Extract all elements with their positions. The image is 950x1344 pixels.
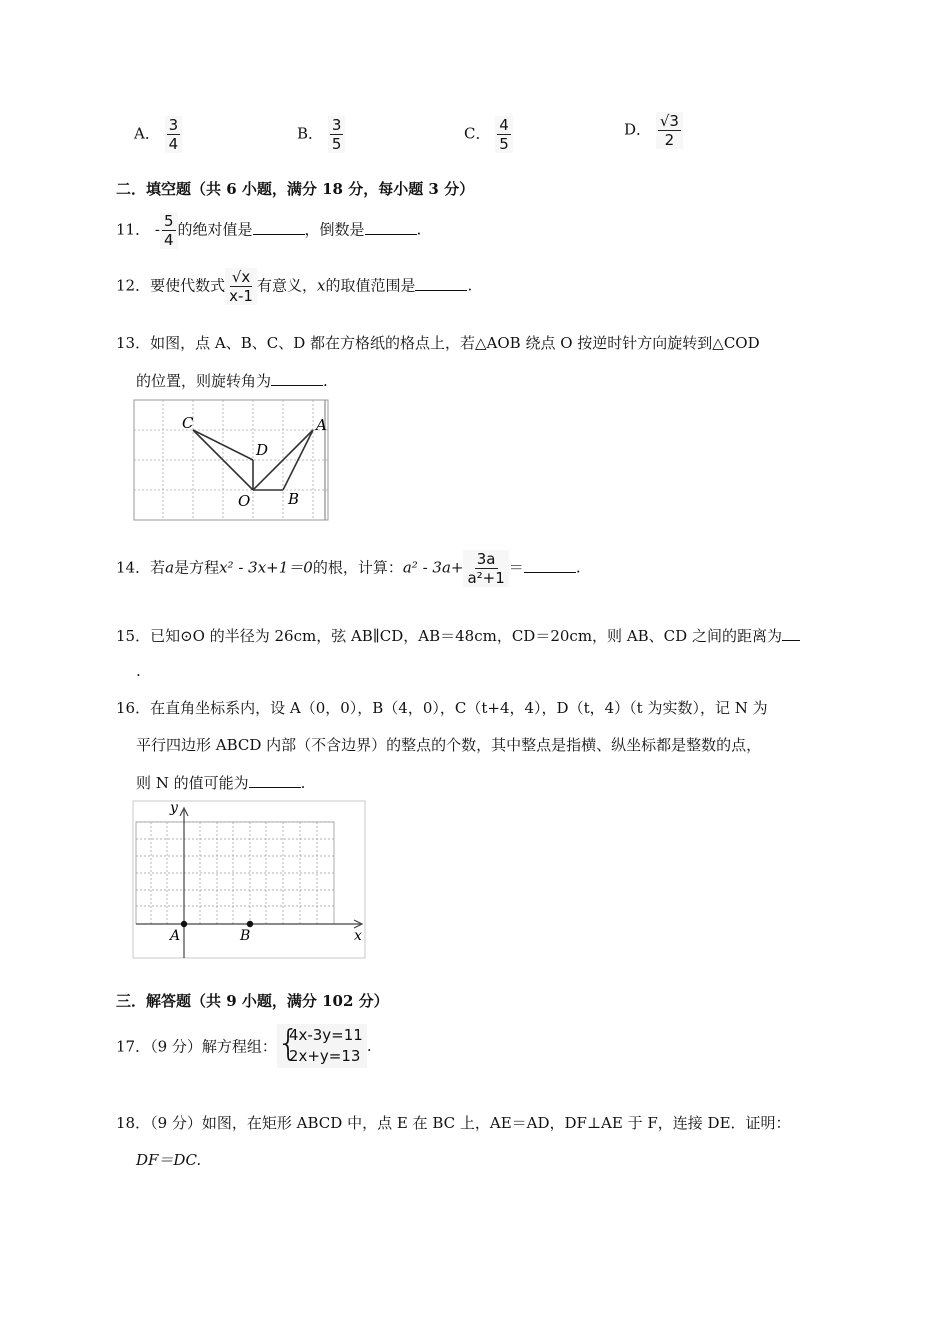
label-a: A	[170, 928, 181, 944]
label-x: x	[354, 928, 362, 944]
answer-blank	[249, 773, 301, 788]
q10-option-b	[297, 116, 345, 153]
question-16-line2: 平行四边形 ABCD 内部（不含边界）的整点的个数，其中整点是指横、纵坐标都是整数的点，	[136, 736, 762, 754]
option-letter: D．	[624, 120, 652, 139]
label-y: y	[170, 800, 178, 816]
answer-blank	[253, 220, 305, 235]
equation-system: { 4x-3y=11 2x+y=13	[277, 1024, 367, 1068]
label-o: O	[238, 492, 251, 510]
label-a: A	[316, 416, 327, 434]
option-fraction: $\frac{3}{5}$	[328, 116, 346, 153]
section3-title: 三．解答题（共 9 小题，满分 102 分）	[116, 992, 389, 1010]
question-13-line1: 13．如图，点 A、B、C、D 都在方格纸的格点上，若△AOB 绕点 O 按逆时针方向旋转到△COD	[116, 334, 760, 352]
question-11: 11． - $\frac{5}{4}$ 的绝对值是 ，倒数是 .	[116, 212, 422, 249]
question-15-line1: 15．已知⊙O 的半径为 26cm，弦 AB∥CD，AB＝48cm，CD＝20cm，则 AB、CD 之间的距离为	[116, 625, 800, 646]
option-letter: C．	[464, 124, 491, 143]
label-b: B	[288, 490, 300, 508]
answer-blank	[782, 626, 800, 641]
q10-option-a	[134, 116, 182, 153]
question-18-line1: 18．（9 分）如图，在矩形 ABCD 中，点 E 在 BC 上，AE＝AD，DF⊥AE 于 F，连接 DE．证明：	[116, 1114, 791, 1132]
question-15-line2: .	[136, 662, 141, 680]
q16-coordinate-figure	[132, 800, 368, 960]
option-fraction: $\frac{3}{4}$	[165, 116, 183, 153]
question-17: 17．（9 分）解方程组： { 4x-3y=11 2x+y=13 .	[116, 1024, 372, 1068]
label-d: D	[256, 441, 269, 459]
option-letter: B．	[297, 124, 324, 143]
answer-blank	[271, 371, 323, 386]
option-letter: A．	[134, 124, 160, 143]
answer-blank	[365, 220, 417, 235]
question-13-line2: 的位置，则旋转角为 .	[136, 372, 328, 390]
fraction: $\frac{5}{4}$	[160, 212, 178, 249]
label-b: B	[240, 928, 251, 944]
question-16-line1: 16．在直角坐标系内，设 A（0，0），B（4，0），C（t+4，4），D（t，4）（t 为实数），记 N 为	[116, 699, 768, 717]
q13-grid-figure	[132, 398, 332, 522]
answer-blank	[524, 558, 576, 573]
fraction: $\frac{3a}{\text{a²+1}}$	[463, 550, 508, 587]
question-12: 12．要使代数式 $\frac{√x}{x-1}$ 有意义，x的取值范围是 .	[116, 268, 473, 305]
answer-blank	[415, 276, 467, 291]
fraction: $\frac{√x}{x-1}$	[225, 268, 257, 305]
option-fraction: $\frac{4}{5}$	[495, 116, 513, 153]
question-16-line3: 则 N 的值可能为 .	[136, 774, 306, 792]
section2-title: 二．填空题（共 6 小题，满分 18 分，每小题 3 分）	[116, 180, 475, 198]
label-c: C	[182, 414, 194, 432]
question-14: 14．若a是方程x² - 3x+1＝0的根，计算：a² - 3a+ $\frac{3a}{\text{a²+1}}$ ＝ .	[116, 550, 581, 587]
option-fraction: $\frac{√3}{2}$	[656, 112, 683, 149]
q10-option-c	[464, 116, 513, 153]
question-18-line2: DF＝DC.	[136, 1151, 202, 1169]
q10-option-d	[624, 112, 683, 149]
